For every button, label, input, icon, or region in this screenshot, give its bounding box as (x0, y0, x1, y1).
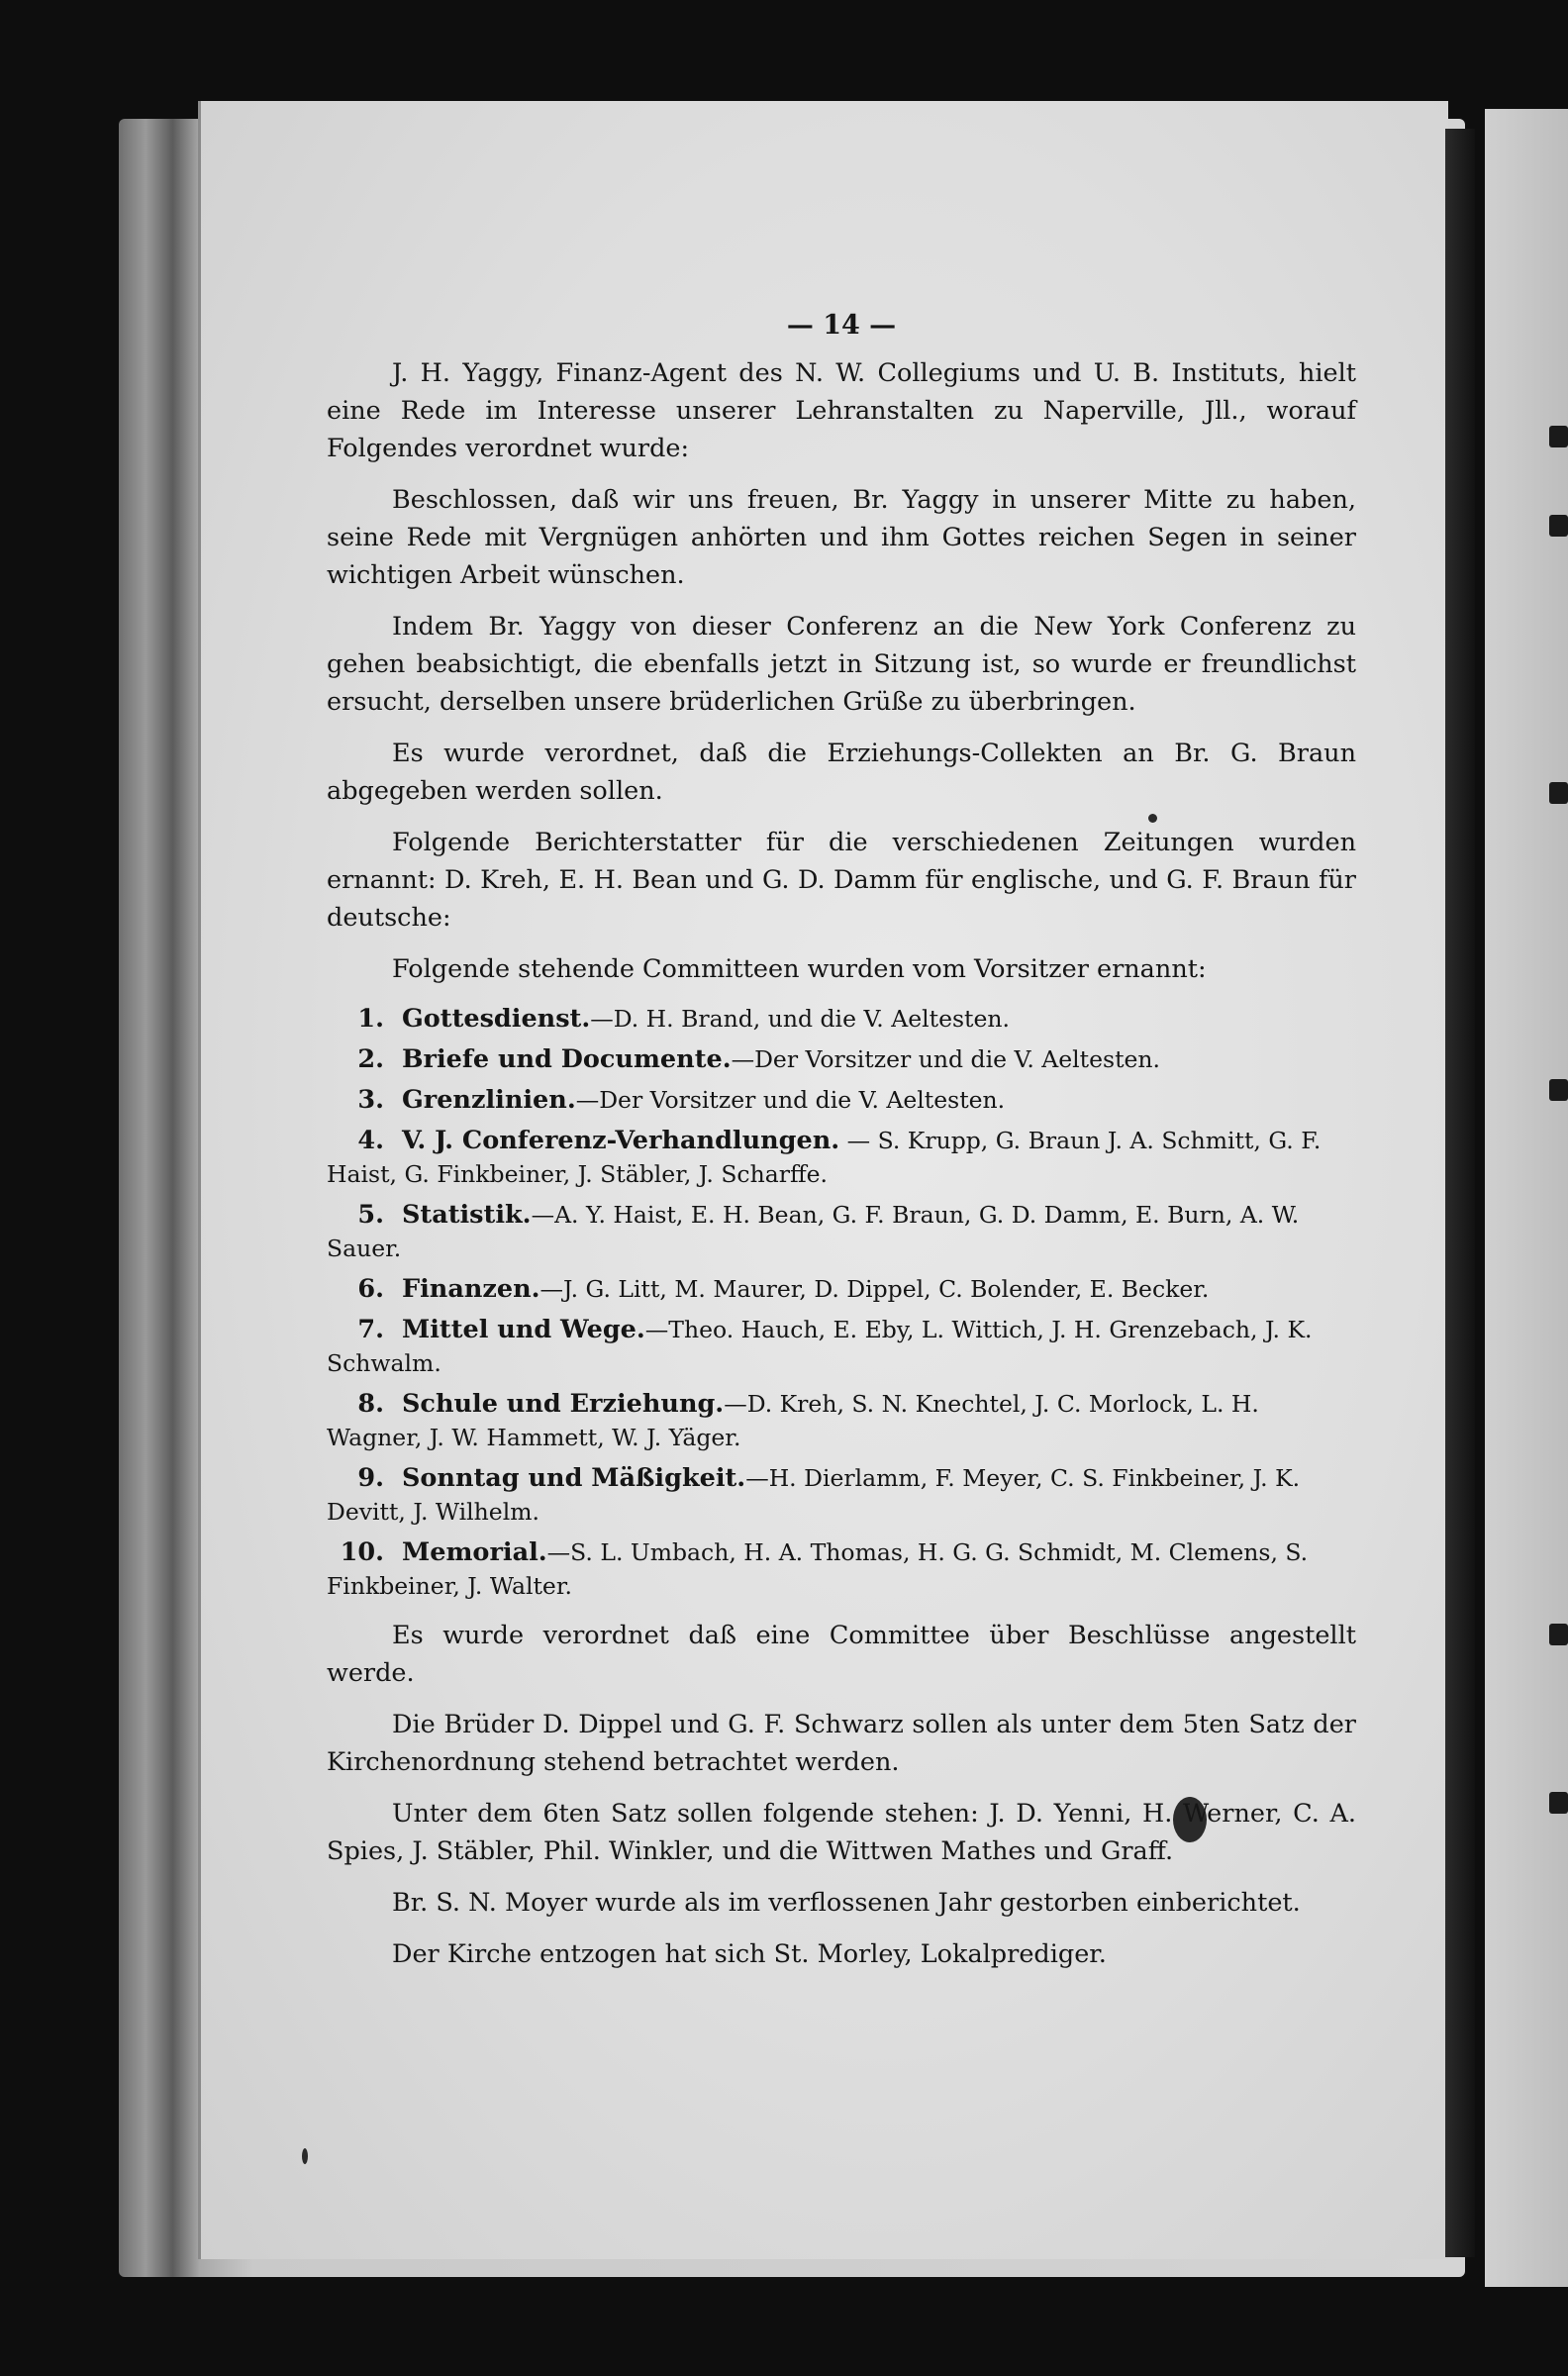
paragraph-committees-intro: Folgende stehende Committeen wurden vom Vorsitzer ernannt: (392, 954, 1207, 984)
paragraph-resolutions-committee: Es wurde verordnet daß eine Committee über Beschlüsse angestellt werde. (327, 1621, 1356, 1688)
paragraph-deceased: Br. S. N. Moyer wurde als im verflossenen Jahr gestorben einberichtet. (392, 1888, 1301, 1918)
committee-title: Schule und Erziehung. (402, 1389, 725, 1419)
committee-title: Briefe und Documente. (402, 1044, 732, 1074)
committee-title: Sonntag und Mäßigkeit. (402, 1463, 746, 1493)
committee-title: Mittel und Wege. (402, 1315, 645, 1344)
paragraph-withdrawn: Der Kirche entzogen hat sich St. Morley, Lokalprediger. (392, 1939, 1107, 1969)
committee-title: V. J. Conferenz-Verhandlungen. (402, 1126, 840, 1155)
committee-item (327, 1083, 1356, 1117)
committee-number: 3. (357, 1085, 384, 1115)
facing-page-glyph (1549, 515, 1568, 537)
facing-page-glyph (1549, 782, 1568, 804)
committee-title: Memorial. (402, 1537, 547, 1567)
committee-members: —D. H. Brand, und die V. Aeltesten. (590, 1005, 1011, 1033)
committee-members: —A. Y. Haist, E. H. Bean, G. F. Braun, G. D. Damm, E. Burn, A. W. Sauer. (327, 1201, 1300, 1262)
committee-members: —J. G. Litt, M. Maurer, D. Dippel, C. Bolender, E. Becker. (539, 1275, 1210, 1303)
committee-number: 2. (357, 1044, 384, 1074)
facing-page-glyph (1549, 1079, 1568, 1101)
committee-number: 8. (357, 1389, 384, 1419)
committee-item (327, 1535, 1356, 1603)
paragraph-greetings: Indem Br. Yaggy von dieser Conferenz an die New York Conferenz zu gehen beabsichtigt, die ebenfalls jetzt in Sitzung ist, so wurde er freundlichst ersucht, derselben unsere brüderlichen Grüße zu überbringen. (327, 612, 1356, 717)
committee-members: — S. Krupp, G. Braun J. A. Schmitt, G. F. Haist, G. Finkbeiner, J. Stäbler, J. Scharffe. (327, 1127, 1322, 1188)
committee-item (327, 1002, 1356, 1036)
committee-number: 4. (357, 1126, 384, 1155)
committee-number: 7. (357, 1315, 384, 1344)
committee-item (327, 1198, 1356, 1265)
paragraph-resolution: Beschlossen, daß wir uns freuen, Br. Yaggy in unserer Mitte zu haben, seine Rede mit Vergnügen anhörten und ihm Gottes reichen Segen in seiner wichtigen Arbeit wünschen. (327, 485, 1356, 590)
facing-page-glyph (1549, 426, 1568, 447)
committee-members: —Der Vorsitzer und die V. Aeltesten. (731, 1045, 1161, 1073)
paragraph-section-six: Unter dem 6ten Satz sollen folgende stehen: J. D. Yenni, H. Werner, C. A. Spies, J. Stäbler, Phil. Winkler, und die Wittwen Mathes und Graff. (327, 1799, 1356, 1866)
committee-item (327, 1124, 1356, 1191)
committee-members: —Theo. Hauch, E. Eby, L. Wittich, J. H. Grenzebach, J. K. Schwalm. (327, 1316, 1313, 1377)
committee-number: 6. (357, 1274, 384, 1304)
page-text (327, 307, 1356, 1987)
committee-number: 1. (357, 1004, 384, 1034)
page-number: — 14 — (786, 310, 897, 341)
paragraph-reporters: Folgende Berichterstatter für die verschiedenen Zeitungen wurden ernannt: D. Kreh, E. H. Bean und G. D. Damm für englische, und G. F. Braun für deutsche: (327, 828, 1356, 933)
committee-title: Statistik. (402, 1200, 532, 1230)
committee-number: 10. (340, 1537, 384, 1567)
paragraph-yaggy-speech: J. H. Yaggy, Finanz-Agent des N. W. Collegiums und U. B. Instituts, hielt eine Rede im Interesse unserer Lehranstalten zu Naperville, Jll., worauf Folgendes verordnet wurde: (327, 358, 1356, 463)
committee-members: —D. Kreh, S. N. Knechtel, J. C. Morlock, L. H. Wagner, J. W. Hammett, W. J. Yäger. (327, 1390, 1259, 1451)
ink-speck (302, 2148, 308, 2164)
committee-members: —H. Dierlamm, F. Meyer, C. S. Finkbeiner, J. K. Devitt, J. Wilhelm. (327, 1464, 1301, 1526)
committee-number: 5. (357, 1200, 384, 1230)
committee-item (327, 1461, 1356, 1529)
committee-title: Grenzlinien. (402, 1085, 576, 1115)
committee-list (327, 1002, 1356, 1603)
committee-title: Gottesdienst. (402, 1004, 591, 1034)
committee-item (327, 1387, 1356, 1454)
committee-title: Finanzen. (402, 1274, 540, 1304)
facing-page-glyph (1549, 1624, 1568, 1645)
facing-page-glyph (1549, 1792, 1568, 1814)
committee-item (327, 1272, 1356, 1306)
committee-number: 9. (357, 1463, 384, 1493)
paragraph-section-five: Die Brüder D. Dippel und G. F. Schwarz sollen als unter dem 5ten Satz der Kirchenordnung stehend betrachtet werden. (327, 1710, 1356, 1777)
committee-members: —S. L. Umbach, H. A. Thomas, H. G. G. Schmidt, M. Clemens, S. Finkbeiner, J. Walter. (327, 1538, 1309, 1600)
committee-members: —Der Vorsitzer und die V. Aeltesten. (575, 1086, 1006, 1114)
paragraph-collections: Es wurde verordnet, daß die Erziehungs-Collekten an Br. G. Braun abgegeben werden sollen. (327, 739, 1356, 806)
committee-item (327, 1042, 1356, 1076)
committee-item (327, 1313, 1356, 1380)
book-gutter-shadow (1445, 129, 1475, 2257)
